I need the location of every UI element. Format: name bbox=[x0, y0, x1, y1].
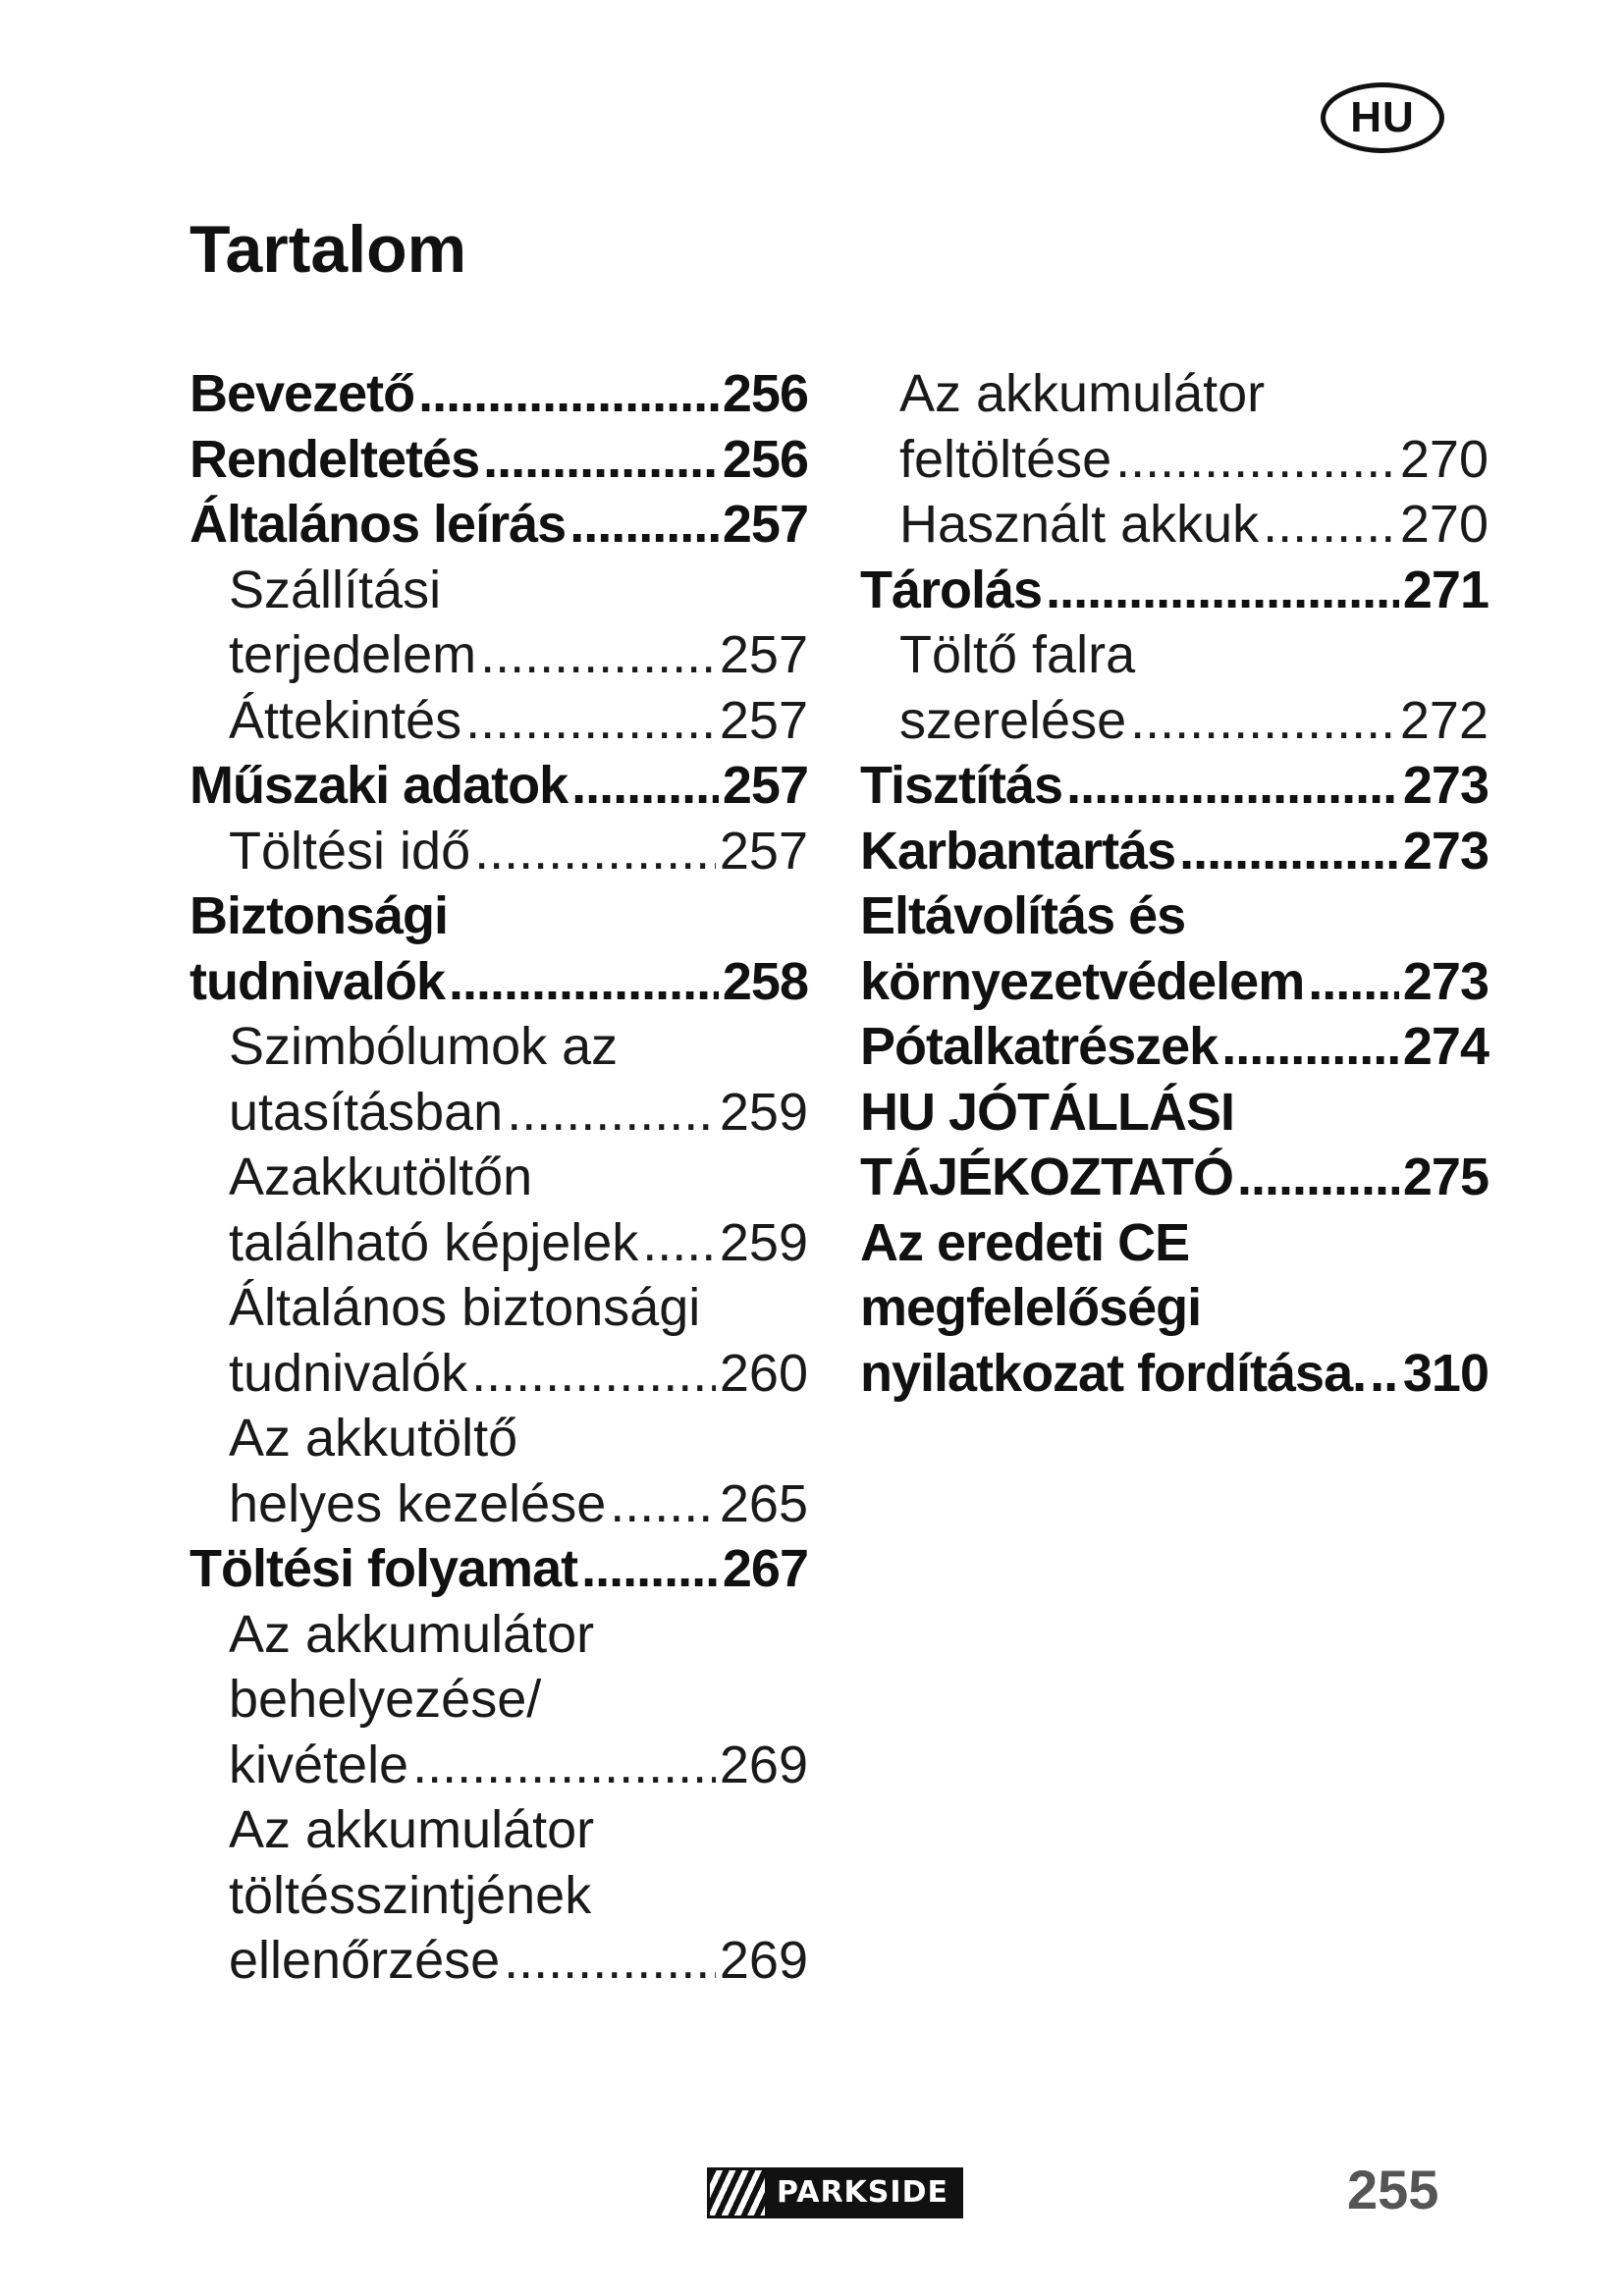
toc-entry-page: 273 bbox=[1402, 756, 1489, 815]
toc-entry bbox=[189, 688, 808, 754]
toc-entry-page: 269 bbox=[719, 1931, 808, 1990]
toc-leader-dots bbox=[418, 361, 719, 427]
toc-entry bbox=[189, 1341, 808, 1407]
toc-leader-dots bbox=[474, 819, 716, 884]
toc-entry-label: Karbantartás bbox=[860, 821, 1176, 881]
toc-entry bbox=[860, 688, 1489, 754]
toc-entry bbox=[860, 1145, 1489, 1210]
toc-entry bbox=[189, 622, 808, 688]
toc-entry-label: helyes kezelése bbox=[229, 1473, 607, 1533]
toc-leader-dots bbox=[1221, 1014, 1399, 1080]
toc-entry-label: behelyezése/ bbox=[229, 1670, 542, 1729]
toc-column-right bbox=[860, 361, 1489, 1406]
toc-entry-page: 257 bbox=[719, 625, 808, 684]
toc-entry-page: 270 bbox=[1399, 495, 1489, 554]
toc-entry bbox=[860, 622, 1489, 688]
toc-entry-label: Az akkumulátor bbox=[229, 1800, 595, 1859]
toc-leader-dots bbox=[507, 1080, 716, 1146]
toc-entry-label: Az eredeti CE bbox=[860, 1212, 1190, 1272]
toc-entry-page: 258 bbox=[722, 951, 808, 1011]
toc-entry-label: Rendeltetés bbox=[189, 429, 480, 489]
toc-leader-dots bbox=[1237, 1145, 1399, 1210]
toc-entry-label: található képjelek bbox=[229, 1212, 639, 1272]
logo-stripes-icon bbox=[710, 2170, 765, 2216]
brand-name: PARKSIDE bbox=[765, 2170, 960, 2216]
toc-entry bbox=[860, 1341, 1489, 1407]
toc-entry-label: Töltési folyamat bbox=[189, 1539, 578, 1598]
toc-entry-page: 275 bbox=[1402, 1148, 1489, 1206]
toc-entry bbox=[189, 1014, 808, 1080]
toc-entry bbox=[860, 558, 1489, 623]
toc-leader-dots bbox=[483, 427, 719, 493]
toc-entry-page: 259 bbox=[719, 1082, 808, 1142]
toc-leader-dots bbox=[480, 622, 716, 688]
toc-entry bbox=[189, 1080, 808, 1146]
toc-leader-dots bbox=[581, 1536, 719, 1602]
toc-leader-dots bbox=[412, 1733, 716, 1798]
toc-entry-label: Tisztítás bbox=[860, 756, 1063, 815]
toc-entry bbox=[860, 427, 1489, 493]
toc-entry-page: 256 bbox=[722, 364, 808, 423]
toc-entry-label: nyilatkozat fordítása. bbox=[860, 1343, 1367, 1403]
toc-leader-dots bbox=[1130, 688, 1396, 754]
toc-entry-page: 259 bbox=[719, 1212, 808, 1272]
toc-entry-page: 269 bbox=[719, 1735, 808, 1794]
toc-entry-page: 273 bbox=[1402, 821, 1489, 881]
toc-entry-label: tudnivalók bbox=[189, 951, 446, 1011]
toc-leader-dots bbox=[449, 949, 719, 1015]
toc-leader-dots bbox=[569, 492, 719, 558]
toc-leader-dots bbox=[1308, 949, 1399, 1015]
toc-leader-dots bbox=[1179, 819, 1399, 884]
toc-entry-label: HU JÓTÁLLÁSI bbox=[860, 1082, 1235, 1142]
toc-leader-dots bbox=[504, 1928, 716, 1994]
toc-entry-label: Azakkutöltőn bbox=[229, 1148, 533, 1206]
toc-entry-label: Az akkumulátor bbox=[899, 364, 1266, 423]
toc-entry bbox=[189, 1733, 808, 1798]
toc-leader-dots bbox=[571, 753, 719, 819]
toc-entry bbox=[860, 1210, 1489, 1276]
toc-entry bbox=[189, 558, 808, 623]
toc-entry-label: Az akkutöltő bbox=[229, 1409, 518, 1468]
toc-entry bbox=[189, 427, 808, 493]
toc-entry bbox=[189, 949, 808, 1015]
toc-entry bbox=[860, 819, 1489, 884]
toc-entry bbox=[189, 1536, 808, 1602]
toc-entry-label: Áttekintés bbox=[229, 690, 462, 750]
toc-entry bbox=[860, 949, 1489, 1015]
toc-entry bbox=[189, 1928, 808, 1994]
toc-entry-label: Bevezető bbox=[189, 364, 415, 423]
toc-entry bbox=[189, 1145, 808, 1210]
toc-entry bbox=[189, 1863, 808, 1929]
toc-entry-page: 310 bbox=[1402, 1343, 1489, 1403]
toc-entry-page: 257 bbox=[722, 756, 808, 815]
toc-entry bbox=[189, 753, 808, 819]
toc-entry-label: megfelelőségi bbox=[860, 1278, 1202, 1337]
toc-entry bbox=[189, 1667, 808, 1733]
toc-entry-label: Töltési idő bbox=[229, 821, 471, 881]
toc-entry bbox=[189, 1275, 808, 1341]
toc-entry-label: ellenőrzése bbox=[229, 1931, 501, 1990]
page-title: Tartalom bbox=[189, 212, 467, 287]
toc-entry-label: Általános leírás bbox=[189, 495, 567, 554]
toc-entry-page: 267 bbox=[722, 1539, 808, 1598]
toc-entry bbox=[860, 1080, 1489, 1146]
toc-entry bbox=[860, 883, 1489, 949]
toc-entry bbox=[860, 492, 1489, 558]
toc-leader-dots bbox=[1263, 492, 1396, 558]
toc-entry-label: Eltávolítás és bbox=[860, 886, 1186, 945]
toc-entry bbox=[189, 1797, 808, 1863]
toc-entry bbox=[189, 1471, 808, 1537]
toc-entry-label: Műszaki adatok bbox=[189, 756, 568, 815]
page-number: 255 bbox=[1347, 2159, 1439, 2220]
toc-entry bbox=[189, 1406, 808, 1471]
toc-entry-label: Az akkumulátor bbox=[229, 1604, 595, 1664]
toc-entry-page: 274 bbox=[1402, 1017, 1489, 1076]
toc-column-left bbox=[189, 361, 808, 1994]
toc-entry-label: feltöltése bbox=[899, 429, 1112, 489]
toc-entry-page: 270 bbox=[1399, 429, 1489, 489]
toc-entry-page: 257 bbox=[719, 821, 808, 881]
toc-entry-page: 257 bbox=[722, 495, 808, 554]
toc-leader-dots bbox=[471, 1341, 716, 1407]
toc-entry-page: 265 bbox=[719, 1473, 808, 1533]
toc-entry-page: 273 bbox=[1402, 951, 1489, 1011]
toc-entry-label: töltésszintjének bbox=[229, 1865, 592, 1925]
toc-entry-label: szerelése bbox=[899, 690, 1127, 750]
toc-leader-dots bbox=[642, 1210, 716, 1276]
toc-entry-label: Szimbólumok az bbox=[229, 1017, 619, 1076]
parkside-logo bbox=[707, 2167, 963, 2218]
toc-leader-dots bbox=[1115, 427, 1396, 493]
language-badge: HU bbox=[1321, 82, 1444, 153]
toc-entry bbox=[189, 361, 808, 427]
toc-entry-label: Tárolás bbox=[860, 560, 1043, 619]
toc-leader-dots bbox=[1046, 558, 1399, 623]
toc-entry-label: TÁJÉKOZTATÓ bbox=[860, 1148, 1233, 1206]
toc-entry-label: Biztonsági bbox=[189, 886, 449, 945]
toc-entry-page: 271 bbox=[1402, 560, 1489, 619]
toc-leader-dots bbox=[610, 1471, 716, 1537]
toc-entry-page: 256 bbox=[722, 429, 808, 489]
toc-entry bbox=[189, 1210, 808, 1276]
toc-entry-label: környezetvédelem bbox=[860, 951, 1305, 1011]
toc-entry bbox=[189, 883, 808, 949]
toc-entry-label: Használt akkuk bbox=[899, 495, 1260, 554]
toc-entry bbox=[860, 361, 1489, 427]
toc-entry-label: Általános biztonsági bbox=[229, 1278, 701, 1337]
toc-entry-page: 257 bbox=[719, 690, 808, 750]
toc-entry-label: Szállítási bbox=[229, 560, 442, 619]
toc-leader-dots bbox=[1066, 753, 1399, 819]
toc-leader-dots bbox=[1370, 1341, 1399, 1407]
toc-entry-label: utasításban bbox=[229, 1082, 504, 1142]
toc-entry bbox=[860, 1275, 1489, 1341]
toc-entry-label: tudnivalók bbox=[229, 1343, 468, 1403]
toc-entry bbox=[189, 1602, 808, 1668]
toc-entry bbox=[860, 1014, 1489, 1080]
toc-entry-page: 272 bbox=[1399, 690, 1489, 750]
toc-entry-label: Pótalkatrészek bbox=[860, 1017, 1218, 1076]
toc-entry bbox=[860, 753, 1489, 819]
toc-entry-label: kivétele bbox=[229, 1735, 409, 1794]
toc-entry-page: 260 bbox=[719, 1343, 808, 1403]
toc-entry bbox=[189, 492, 808, 558]
toc-leader-dots bbox=[465, 688, 716, 754]
toc-entry bbox=[189, 819, 808, 884]
toc-entry-label: terjedelem bbox=[229, 625, 477, 684]
toc-entry-label: Töltő falra bbox=[899, 625, 1136, 684]
